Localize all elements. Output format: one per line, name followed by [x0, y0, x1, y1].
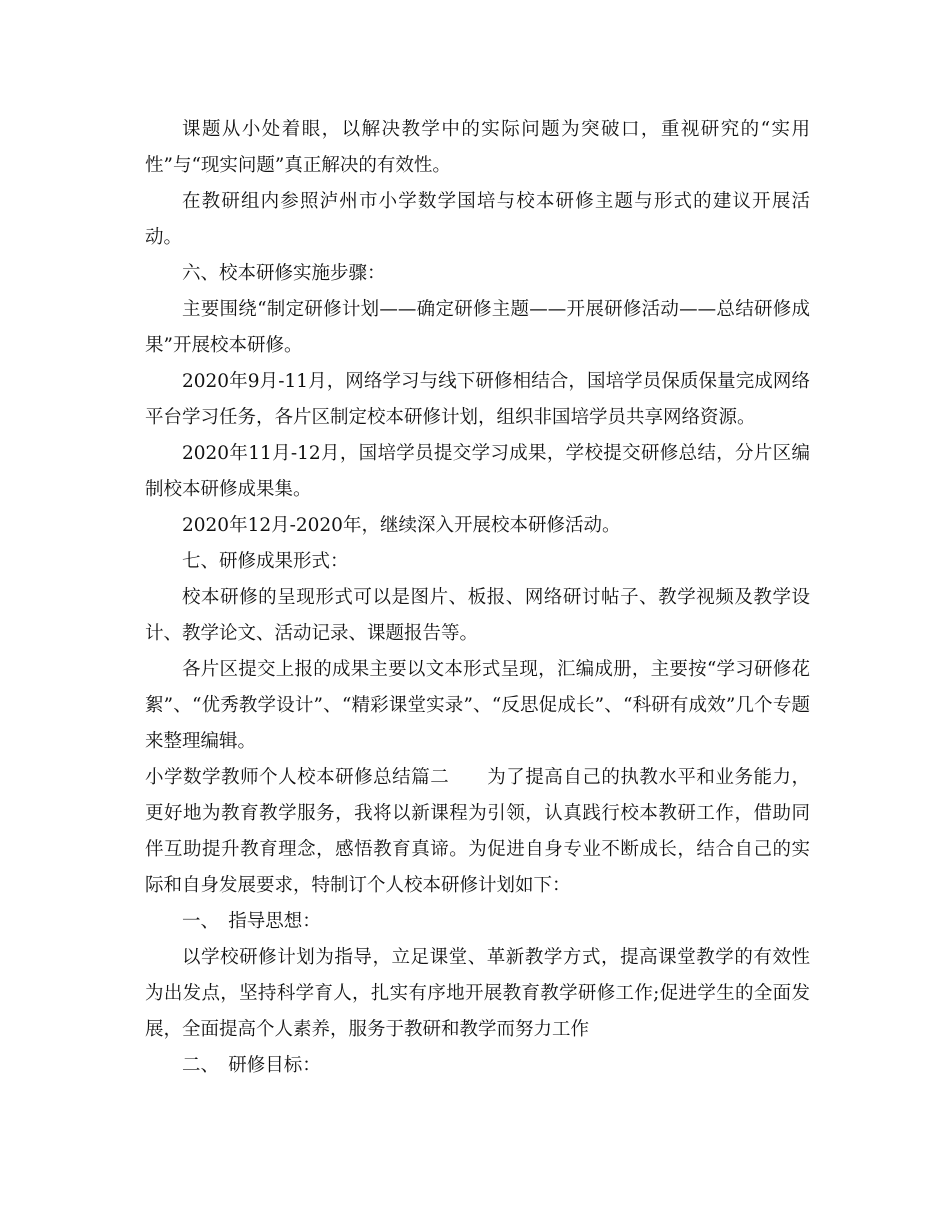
heading-implementation-steps: 六、校本研修实施步骤：: [182, 263, 386, 284]
paragraph-dec-2020: 2020年12月-2020年，继续深入开展校本研修活动。: [182, 515, 621, 536]
paragraph-guiding-ideology: 以学校研修计划为指导，立足课堂、革新教学方式，提高课堂教学的有效性为出发点，坚持科学育人，扎实有序地开展教育教学研修工作;促进学生的全面发展，全面提高个人素养，服务于教研和教学而努力工作: [145, 947, 810, 1040]
paragraph-main-process: 主要围绕“制定研修计划——确定研修主题——开展研修活动——总结研修成果”开展校本研修。: [145, 299, 810, 356]
document-body: [145, 112, 810, 1084]
paragraph-activity-reference: 在教研组内参照泸州市小学数学国培与校本研修主题与形式的建议开展活动。: [145, 191, 810, 248]
paragraph-nov-dec-2020: 2020年11月-12月，国培学员提交学习成果，学校提交研修总结，分片区编制校本研修成果集。: [145, 443, 810, 500]
paragraph-research-topic: 课题从小处着眼，以解决教学中的实际问题为突破口，重视研究的“实用性”与“现实问题”真正解决的有效性。: [145, 119, 810, 176]
paragraph-presentation-forms: 校本研修的呈现形式可以是图片、板报、网络研讨帖子、教学视频及教学设计、教学论文、活动记录、课题报告等。: [145, 587, 810, 644]
paragraph-part-two-intro: 小学数学教师个人校本研修总结篇二 为了提高自己的执教水平和业务能力，更好地为教育教学服务，我将以新课程为引领，认真践行校本教研工作，借助同伴互助提升教育理念，感悟教育真谛。为促进自身专业不断成长，结合自己的实际和自身发展要求，特制订个人校本研修计划如下：: [145, 767, 810, 896]
heading-results-format: 七、研修成果形式：: [182, 551, 349, 572]
heading-research-goals: 二、 研修目标：: [182, 1055, 321, 1076]
heading-guiding-ideology: 一、 指导思想：: [182, 911, 321, 932]
paragraph-sep-nov-2020: 2020年9月-11月，网络学习与线下研修相结合，国培学员保质保量完成网络平台学习任务，各片区制定校本研修计划，组织非国培学员共享网络资源。: [145, 371, 810, 428]
paragraph-submission-topics: 各片区提交上报的成果主要以文本形式呈现，汇编成册，主要按“学习研修花絮”、“优秀教学设计”、“精彩课堂实录”、“反思促成长”、“科研有成效”几个专题来整理编辑。: [145, 659, 810, 752]
